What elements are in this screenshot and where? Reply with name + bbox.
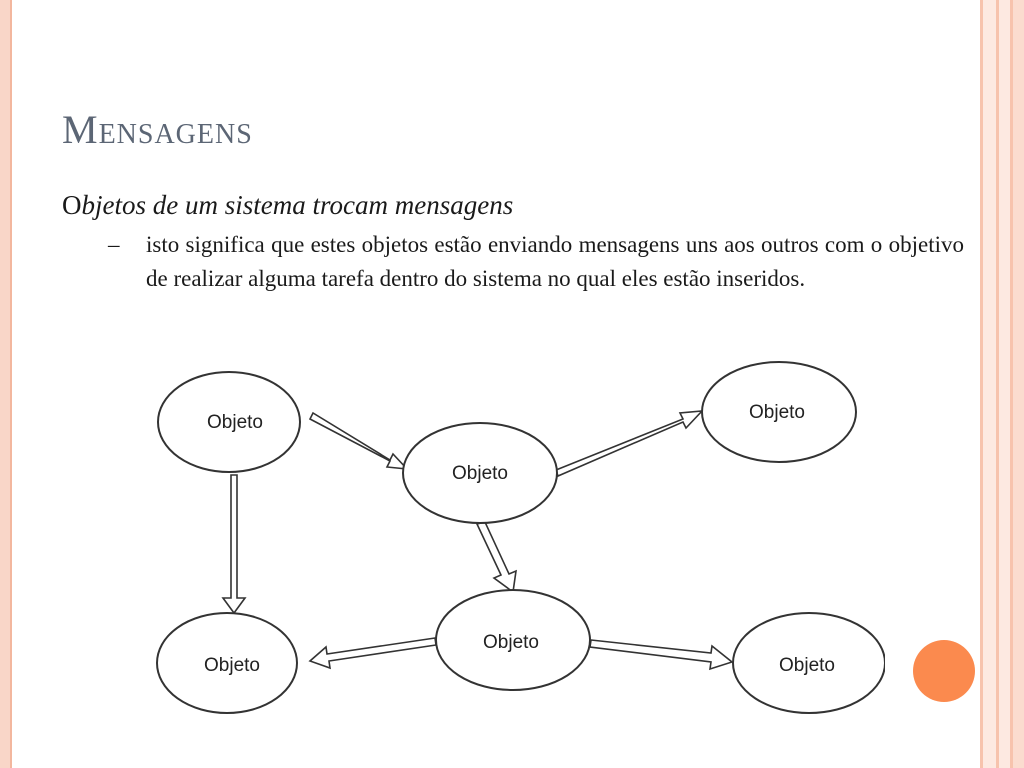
- right-decorative-border: [974, 0, 1024, 768]
- message-arrow: [310, 638, 436, 668]
- left-decorative-border: [0, 0, 12, 768]
- message-arrow: [477, 522, 516, 592]
- decorative-circle: [913, 640, 975, 702]
- object-node-label: Objeto: [452, 463, 508, 484]
- object-node-label: Objeto: [483, 632, 539, 653]
- sub-bullet: [108, 228, 964, 296]
- object-node-label: Objeto: [204, 655, 260, 676]
- main-bullet-text: bjetos de um sistema trocam mensagens: [81, 190, 514, 220]
- object-node-label: Objeto: [749, 402, 805, 423]
- object-node-label: Objeto: [779, 655, 835, 676]
- message-arrow: [223, 475, 245, 613]
- sub-bullet-dash: –: [108, 232, 120, 257]
- message-arrow: [590, 640, 732, 669]
- sub-bullet-text: isto significa que estes objetos estão enviando mensagens uns aos outros com o objetivo de realizar alguma tarefa dentro do sistema no qual eles estão inseridos.: [146, 232, 964, 291]
- message-arrow: [556, 411, 702, 476]
- object-node-label: Objeto: [207, 412, 263, 433]
- main-bullet: [62, 190, 513, 221]
- page-title: Mensagens: [62, 107, 253, 152]
- object-message-diagram: [145, 355, 885, 725]
- message-arrow: [310, 413, 407, 469]
- main-bullet-first-letter: O: [62, 190, 82, 220]
